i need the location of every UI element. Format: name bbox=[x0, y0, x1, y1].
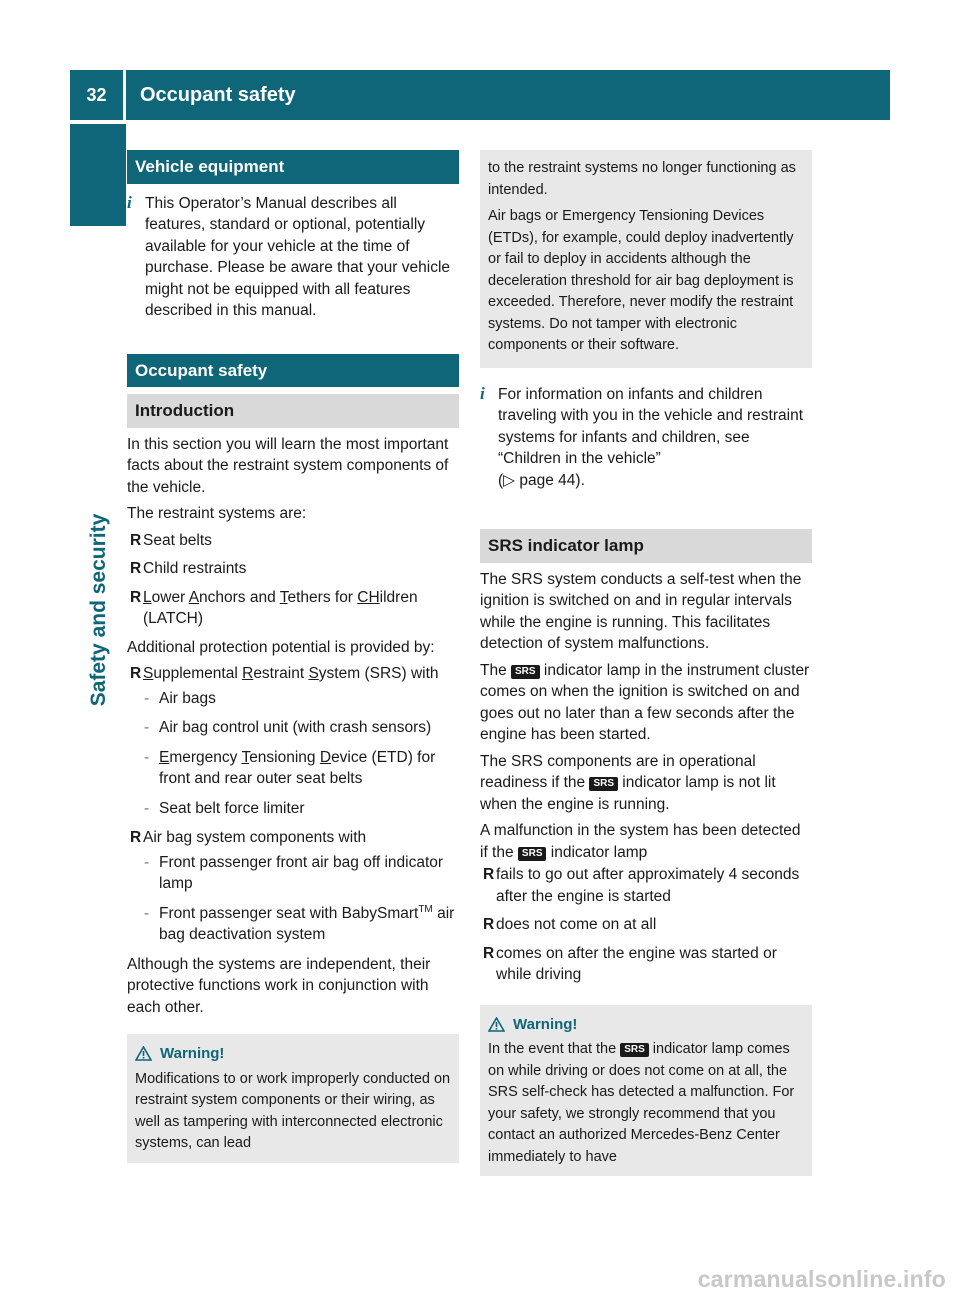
list-item: R Supplemental Restraint System (SRS) with - Air bags - Air bag control unit (with crash sensors) - Emergency Tensioning Device (ETD) for front and rear outer seat belts - Seat belt force limiter bbox=[127, 663, 459, 819]
warning-box bbox=[480, 1005, 812, 1177]
list-item: R does not come on at all bbox=[483, 916, 657, 933]
right-column bbox=[480, 150, 812, 1176]
side-tab-label: Safety and security bbox=[87, 513, 110, 707]
info-note: i For information on infants and children traveling with you in the vehicle and restraint systems for infants and children, see “Children in the vehicle” (▷ page 44). bbox=[480, 383, 803, 489]
info-icon: i bbox=[127, 192, 132, 212]
srs-lamp-icon: SRS bbox=[620, 1043, 649, 1057]
vehicle-equipment-heading: Vehicle equipment bbox=[127, 150, 459, 184]
side-tab-block bbox=[70, 124, 126, 226]
srs-lamp-icon: SRS bbox=[589, 777, 618, 791]
srs-text: The SRS indicator lamp in the instrument cluster comes on when the ignition is switched on and goes out no later than a few seconds after the engine has been started. bbox=[480, 661, 810, 743]
page-title: Occupant safety bbox=[140, 84, 296, 106]
systems-are-text: The restraint systems are: bbox=[127, 505, 307, 522]
list-item: R Seat belts bbox=[130, 531, 212, 549]
sub-item: - Air bag control unit (with crash sensors) bbox=[144, 719, 432, 736]
protection-list bbox=[127, 663, 459, 946]
warning-box-continued bbox=[480, 150, 812, 368]
warning-text: Modifications to or work improperly conducted on restraint system components or their wiring, as well as tampering with interconnected electronic systems, can lead bbox=[135, 1070, 451, 1151]
list-item: R comes on after the engine was started or while driving bbox=[483, 944, 777, 983]
independent-text: Although the systems are independent, their protective functions work in conjunction with each other. bbox=[127, 955, 431, 1016]
warning-box bbox=[127, 1034, 459, 1163]
left-column bbox=[127, 150, 459, 1163]
srs-text: The SRS system conducts a self-test when the ignition is switched on and in regular intervals while the engine is running. This facilitates detection of system malfunctions. bbox=[480, 570, 802, 652]
srs-list bbox=[480, 864, 812, 986]
list-item: R Lower Anchors and Tethers for CHildren (LATCH) bbox=[130, 588, 418, 627]
warning-text: Air bags or Emergency Tensioning Devices (ETDs), for example, could deploy inadvertently or fail to deploy in accidents although the deceleration threshold for air bag deployment is exceeded. Therefore, never modify the restraint systems. Do not tamper with electronic components or their software. bbox=[488, 208, 794, 353]
list-item: R fails to go out after approximately 4 seconds after the engine is started bbox=[483, 866, 800, 905]
info-note: i This Operator’s Manual describes all features, standard or optional, potentially available for your vehicle at the time of purchase. Please be aware that your vehicle might not be equipped with all features described in this manual. bbox=[127, 192, 451, 319]
srs-text: The SRS components are in operational readiness if the SRS indicator lamp is not lit when the engine is running. bbox=[480, 752, 776, 813]
srs-lamp-icon: SRS bbox=[511, 665, 540, 679]
warning-text: In the event that the SRS indicator lamp comes on while driving or does not come on at all, the SRS self-check has detected a malfunction. For your safety, we strongly recommend that you contact an authorized Mercedes-Benz Center immediately to have bbox=[488, 1041, 795, 1165]
warning-title: Warning! bbox=[135, 1043, 451, 1065]
introduction-heading: Introduction bbox=[127, 394, 459, 428]
sub-item: - Seat belt force limiter bbox=[144, 799, 305, 817]
occupant-safety-heading: Occupant safety bbox=[127, 354, 459, 388]
list-item: R Child restraints bbox=[130, 560, 247, 577]
srs-text: A malfunction in the system has been detected if the SRS indicator lamp bbox=[480, 822, 801, 861]
sub-item: - Front passenger front air bag off indicator lamp bbox=[144, 853, 444, 892]
warning-title: Warning! bbox=[488, 1014, 804, 1036]
additional-text: Additional protection potential is provided by: bbox=[127, 638, 435, 656]
restraint-list bbox=[127, 530, 459, 630]
srs-lamp-icon: SRS bbox=[518, 847, 547, 861]
page-number: 32 bbox=[70, 70, 126, 120]
intro-text: In this section you will learn the most important facts about the restraint system components of the vehicle. bbox=[127, 435, 449, 496]
info-icon: i bbox=[480, 383, 485, 403]
sub-item: - Emergency Tensioning Device (ETD) for front and rear outer seat belts bbox=[144, 748, 436, 787]
list-item: R Air bag system components with - Front passenger front air bag off indicator lamp - Front passenger seat with BabySmart™ air bag deactivation system bbox=[127, 827, 459, 946]
warning-icon bbox=[135, 1046, 152, 1061]
watermark: carmanualsonline.info bbox=[697, 1266, 946, 1292]
warning-icon bbox=[488, 1017, 505, 1032]
warning-text: to the restraint systems no longer functioning as intended. bbox=[488, 160, 796, 198]
sub-item: - Air bags bbox=[144, 689, 216, 707]
sub-item: - Front passenger seat with BabySmart™ air bag deactivation system bbox=[144, 903, 455, 943]
srs-heading: SRS indicator lamp bbox=[480, 529, 812, 563]
